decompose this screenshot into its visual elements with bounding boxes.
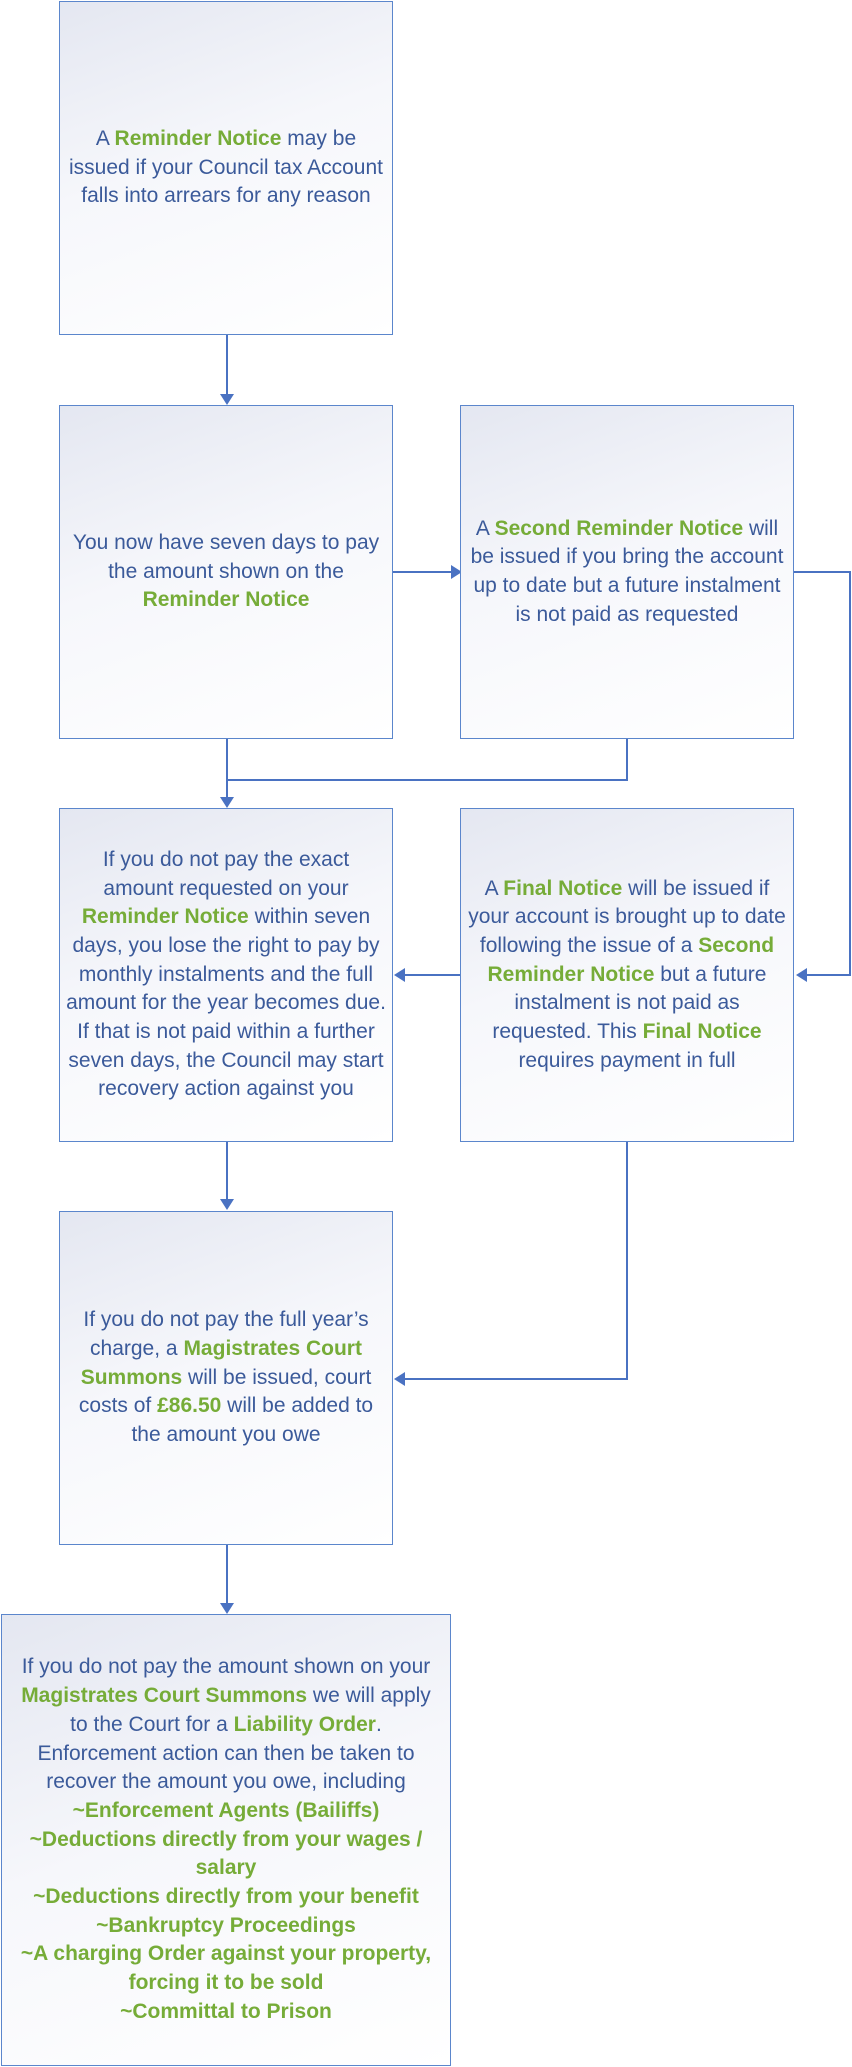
highlight-reminder-notice: Reminder Notice [142, 588, 310, 612]
reminder-notice-text: A Reminder Notice may be issued if your Council tax Account falls into arrears for any reason [69, 126, 383, 208]
second-reminder-text: A Second Reminder Notice will be issued if you bring the account up to date but a future instalment is not paid as requested [470, 516, 784, 626]
highlight-court-costs: £86.50 [157, 1394, 222, 1418]
arrowhead [220, 1199, 234, 1210]
second-reminder-box [460, 405, 794, 739]
highlight-final-notice: Final Notice [642, 1020, 762, 1044]
arrowhead [220, 394, 234, 405]
highlight-magistrates-court-summons: Magistrates Court Summons [21, 1684, 308, 1708]
highlight-reminder-notice: Reminder Notice [81, 905, 249, 929]
highlight-final-notice: Final Notice [503, 876, 623, 900]
connector-final-notice-to-summons [404, 1142, 627, 1379]
highlight-liability-order: Liability Order [233, 1712, 376, 1736]
reminder-notice-box [59, 1, 393, 335]
liability-order-text: If you do not pay the amount shown on your Magistrates Court Summons we will apply to the Court for a Liability Order. Enforcement action can then be taken to recover the amount you owe, including [21, 1655, 431, 1794]
enforcement-action: ~Bankruptcy Proceedings [96, 1913, 356, 1937]
enforcement-action: ~Enforcement Agents (Bailiffs) [72, 1798, 380, 1822]
seven-days-text: You now have seven days to pay the amount shown on the Reminder Notice [72, 530, 380, 612]
arrowhead [394, 1372, 405, 1386]
enforcement-action: ~Committal to Prison [120, 1999, 332, 2023]
highlight-magistrates-court-summons: Magistrates Court Summons [80, 1336, 362, 1389]
liability-order-box [1, 1614, 451, 2066]
seven-days-box [59, 405, 393, 739]
highlight-second-reminder-notice: Second Reminder Notice [494, 516, 744, 540]
enforcement-action: ~Deductions directly from your benefit [33, 1885, 419, 1909]
connector-second-reminder-to-final-notice [794, 572, 850, 975]
lose-right-text: If you do not pay the exact amount requested on your Reminder Notice within seven days, you lose the right to pay by monthly instalments and the full amount for the year becomes due. If that is not paid within a further seven days, the Council may start recovery action against you [66, 847, 386, 1101]
highlight-reminder-notice: Reminder Notice [114, 126, 282, 150]
enforcement-action: ~A charging Order against your property, forcing it to be sold [20, 1942, 432, 1995]
summons-box [59, 1211, 393, 1545]
final-notice-text: A Final Notice will be issued if your account is brought up to date following the issue of a Second Reminder Notice but a future instalment is not paid as requested. This Final Notice requires payment in full [468, 876, 786, 1072]
summons-text: If you do not pay the full year’s charge, a Magistrates Court Summons will be issued, court costs of £86.50 will be added to the amount you owe [78, 1308, 374, 1447]
highlight-second-reminder-notice: Second Reminder Notice [487, 933, 775, 986]
lose-right-box [59, 808, 393, 1142]
arrowhead [394, 968, 405, 982]
final-notice-box [460, 808, 794, 1142]
arrowhead [796, 968, 807, 982]
arrowhead [220, 1603, 234, 1614]
arrowhead [220, 797, 234, 808]
enforcement-action: ~Deductions directly from your wages / salary [29, 1827, 423, 1880]
connector-second-reminder-merge [227, 739, 627, 780]
